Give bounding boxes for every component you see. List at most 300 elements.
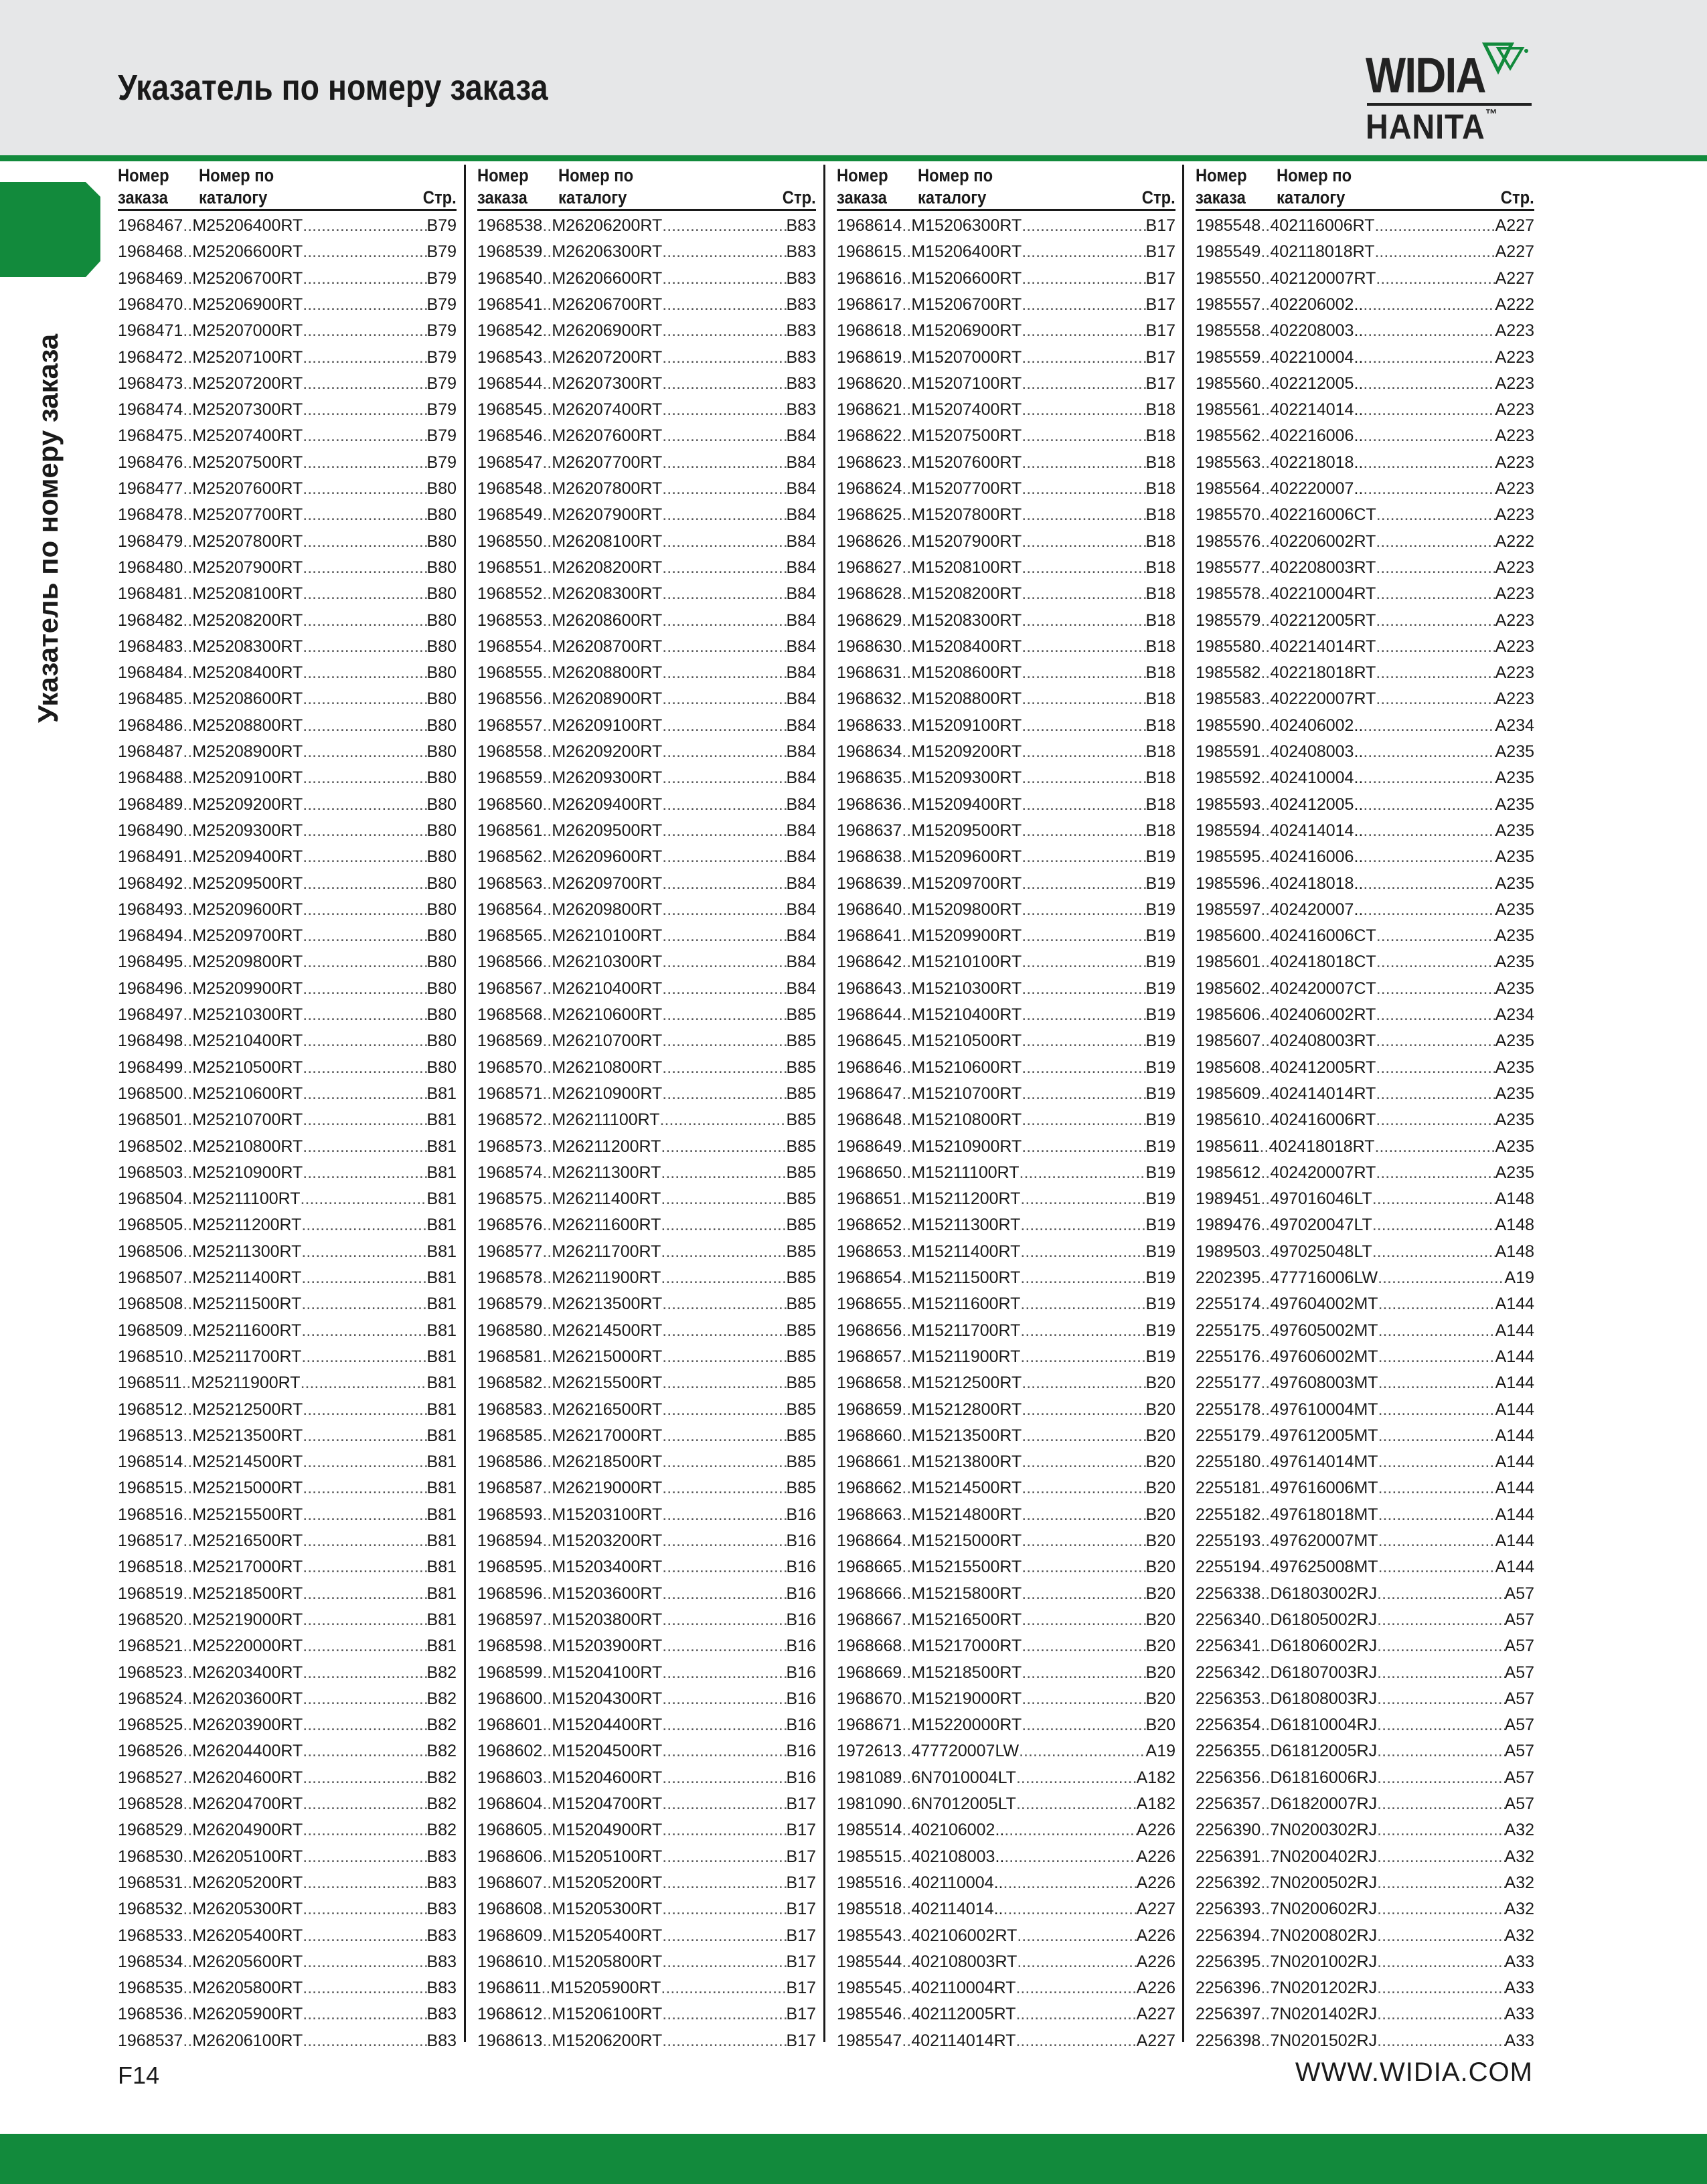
page-reference[interactable]: B20	[1145, 1479, 1175, 1498]
page-reference[interactable]: B83	[786, 321, 816, 341]
table-row	[118, 923, 457, 949]
page-reference[interactable]: B20	[1145, 1610, 1175, 1629]
page-reference[interactable]: B80	[426, 821, 457, 840]
page-reference[interactable]: B84	[786, 716, 816, 735]
page-reference[interactable]: B80	[426, 637, 457, 656]
page-reference[interactable]: A144	[1495, 1531, 1534, 1550]
catalog-number: M15204600RT	[552, 1768, 663, 1787]
page-reference[interactable]: B16	[786, 1636, 816, 1656]
page-reference[interactable]: B84	[786, 584, 816, 604]
page-reference[interactable]: B17	[1145, 295, 1175, 314]
page-reference[interactable]: B84	[786, 900, 816, 919]
page-reference[interactable]: B83	[786, 242, 816, 262]
page-reference[interactable]: A223	[1495, 505, 1534, 525]
page-reference[interactable]: A235	[1495, 1084, 1534, 1103]
page-reference[interactable]: B83	[786, 268, 816, 288]
page-reference[interactable]: B17	[786, 1926, 816, 1945]
page-reference[interactable]: A223	[1495, 558, 1534, 577]
page-reference[interactable]: B19	[1145, 1110, 1175, 1130]
page-reference[interactable]: B81	[426, 1584, 457, 1603]
page-reference[interactable]: B81	[426, 1400, 457, 1419]
page-reference[interactable]: B85	[786, 1452, 816, 1472]
page-reference[interactable]: A33	[1504, 1979, 1534, 1998]
page-reference[interactable]: A235	[1495, 1031, 1534, 1051]
page-reference[interactable]: A57	[1504, 1715, 1534, 1735]
page-reference[interactable]: B81	[426, 1110, 457, 1130]
page-reference[interactable]: A144	[1495, 1294, 1534, 1314]
page-reference[interactable]: B82	[426, 1715, 457, 1735]
page-reference[interactable]: A33	[1504, 2005, 1534, 2024]
page-reference[interactable]: A57	[1504, 1689, 1534, 1708]
page-reference[interactable]: A234	[1495, 1005, 1534, 1024]
page-reference[interactable]: A235	[1495, 1058, 1534, 1077]
page-reference[interactable]: B20	[1145, 1689, 1175, 1708]
page-reference[interactable]: B17	[786, 1873, 816, 1892]
page-reference[interactable]: A226	[1136, 1952, 1175, 1971]
page-reference[interactable]: B80	[426, 926, 457, 946]
page-reference[interactable]: B83	[426, 1952, 457, 1971]
page-reference[interactable]: B82	[426, 1742, 457, 1761]
page-reference[interactable]: B83	[426, 1847, 457, 1866]
page-reference[interactable]: A57	[1504, 1663, 1534, 1682]
page-reference[interactable]: B18	[1145, 479, 1175, 498]
page-reference[interactable]: B16	[786, 1715, 816, 1735]
page-reference[interactable]: B17	[1145, 216, 1175, 235]
page-reference[interactable]: B83	[786, 373, 816, 393]
page-reference[interactable]: B16	[786, 1742, 816, 1761]
page-reference[interactable]: B17	[1145, 373, 1175, 393]
page-reference[interactable]: A57	[1504, 1610, 1534, 1629]
table-row	[118, 686, 457, 712]
page-reference[interactable]: A235	[1495, 768, 1534, 788]
page-reference[interactable]: B81	[426, 1268, 457, 1287]
page-reference[interactable]: B85	[786, 1347, 816, 1366]
page-reference[interactable]: B83	[426, 1979, 457, 1998]
page-reference[interactable]: B83	[426, 2031, 457, 2050]
page-reference[interactable]: B80	[426, 979, 457, 998]
page-reference[interactable]: B79	[426, 400, 457, 420]
page-reference[interactable]: A19	[1145, 1742, 1175, 1761]
website-link[interactable]: WWW.WIDIA.COM	[1295, 2057, 1533, 2087]
page-reference[interactable]: B16	[786, 1689, 816, 1708]
page-reference[interactable]: A223	[1495, 584, 1534, 604]
page-reference[interactable]: B83	[426, 1873, 457, 1892]
page-reference[interactable]: A148	[1495, 1189, 1534, 1209]
page-reference[interactable]: B79	[426, 268, 457, 288]
page-reference[interactable]: B20	[1145, 1715, 1175, 1735]
page-reference[interactable]: B16	[786, 1505, 816, 1524]
page-reference[interactable]: B79	[426, 242, 457, 262]
page-reference[interactable]: A144	[1495, 1321, 1534, 1340]
page-reference[interactable]: A57	[1504, 1742, 1534, 1761]
page-reference[interactable]: B17	[786, 2031, 816, 2050]
leader-dots	[181, 1370, 191, 1396]
page-reference[interactable]: A222	[1495, 531, 1534, 551]
page-reference[interactable]: B81	[426, 1189, 457, 1209]
page-reference[interactable]: A235	[1495, 1110, 1534, 1130]
page-reference[interactable]: B19	[1145, 1215, 1175, 1235]
page-reference[interactable]: B80	[426, 1058, 457, 1077]
page-reference[interactable]: A227	[1136, 2031, 1175, 2050]
page-reference[interactable]: B85	[786, 1479, 816, 1498]
page-reference[interactable]: B84	[786, 505, 816, 525]
page-reference[interactable]: A144	[1495, 1426, 1534, 1445]
page-reference[interactable]: A223	[1495, 373, 1534, 393]
page-reference[interactable]: A223	[1495, 347, 1534, 367]
page-reference[interactable]: B84	[786, 742, 816, 761]
page-reference[interactable]: B84	[786, 558, 816, 577]
page-reference[interactable]: A226	[1136, 1926, 1175, 1945]
page-reference[interactable]: B17	[1145, 347, 1175, 367]
page-reference[interactable]: B83	[786, 216, 816, 235]
page-reference[interactable]: B18	[1145, 531, 1175, 551]
page-reference[interactable]: B84	[786, 821, 816, 840]
page-reference[interactable]: B81	[426, 1505, 457, 1524]
leader-dots	[183, 1554, 192, 1580]
page-reference[interactable]: A144	[1495, 1505, 1534, 1524]
page-reference[interactable]: B19	[1145, 926, 1175, 946]
page-reference[interactable]: B81	[426, 1163, 457, 1182]
page-reference[interactable]: B85	[786, 1215, 816, 1235]
page-reference[interactable]: B20	[1145, 1663, 1175, 1682]
page-reference[interactable]: B16	[786, 1558, 816, 1577]
page-reference[interactable]: B85	[786, 1137, 816, 1156]
page-reference[interactable]: B82	[426, 1794, 457, 1813]
page-reference[interactable]: B18	[1145, 768, 1175, 788]
page-reference[interactable]: A235	[1495, 794, 1534, 814]
table-row	[837, 581, 1175, 607]
page-reference[interactable]: B19	[1145, 847, 1175, 867]
page-reference[interactable]: B81	[426, 1294, 457, 1314]
page-reference[interactable]: B81	[426, 1558, 457, 1577]
page-reference[interactable]: B81	[426, 1452, 457, 1472]
page-reference[interactable]: B18	[1145, 794, 1175, 814]
page-reference[interactable]: A223	[1495, 479, 1534, 498]
page-reference[interactable]: B19	[1145, 900, 1175, 919]
page-reference[interactable]: A223	[1495, 610, 1534, 630]
page-reference[interactable]: B81	[426, 1610, 457, 1629]
page-reference[interactable]: B80	[426, 610, 457, 630]
page-reference[interactable]: A32	[1504, 1926, 1534, 1945]
page-reference[interactable]: A33	[1504, 1952, 1534, 1971]
page-reference[interactable]: B85	[786, 1058, 816, 1077]
order-number: 1968578	[477, 1268, 543, 1287]
page-reference[interactable]: A182	[1136, 1768, 1175, 1787]
page-reference[interactable]: B83	[426, 1926, 457, 1945]
page-reference[interactable]: B20	[1145, 1452, 1175, 1472]
page-reference[interactable]: A235	[1495, 979, 1534, 998]
page-reference[interactable]: B81	[426, 1479, 457, 1498]
page-reference[interactable]: B20	[1145, 1531, 1175, 1550]
page-reference[interactable]: B84	[786, 794, 816, 814]
page-reference[interactable]: A235	[1495, 847, 1534, 867]
page-reference[interactable]: B17	[786, 1900, 816, 1919]
page-reference[interactable]: A223	[1495, 663, 1534, 683]
page-reference[interactable]: B19	[1145, 1268, 1175, 1287]
page-reference[interactable]: B18	[1145, 742, 1175, 761]
page-reference[interactable]: B80	[426, 742, 457, 761]
page-reference[interactable]: B19	[1145, 952, 1175, 972]
page-reference[interactable]: B85	[786, 1321, 816, 1340]
page-reference[interactable]: B18	[1145, 505, 1175, 525]
page-reference[interactable]: B19	[1145, 1031, 1175, 1051]
catalog-number: M25208900RT	[192, 742, 303, 761]
page-reference[interactable]: A223	[1495, 637, 1534, 656]
page-reference[interactable]: B84	[786, 610, 816, 630]
page-reference[interactable]: A32	[1504, 1821, 1534, 1840]
page-reference[interactable]: B18	[1145, 400, 1175, 420]
page-reference[interactable]: B79	[426, 295, 457, 314]
page-reference[interactable]: B80	[426, 531, 457, 551]
page-reference[interactable]: B85	[786, 1268, 816, 1287]
page-reference[interactable]: B84	[786, 452, 816, 472]
page-reference[interactable]: B85	[786, 1163, 816, 1182]
page-reference[interactable]: B81	[426, 1215, 457, 1235]
leader-dots	[1022, 371, 1145, 397]
page-reference[interactable]: A223	[1495, 321, 1534, 341]
page-reference[interactable]: A57	[1504, 1768, 1534, 1787]
page-reference[interactable]: A144	[1495, 1479, 1534, 1498]
page-reference[interactable]: B79	[426, 373, 457, 393]
page-reference[interactable]: B83	[786, 295, 816, 314]
order-number: 1968576	[477, 1215, 543, 1235]
page-reference[interactable]: A32	[1504, 1873, 1534, 1892]
page-reference[interactable]: B85	[786, 1189, 816, 1209]
page-reference[interactable]: B84	[786, 663, 816, 683]
page-reference[interactable]: B80	[426, 768, 457, 788]
page-reference[interactable]: B16	[786, 1610, 816, 1629]
header-order-number: Номер заказа	[118, 165, 169, 207]
page-reference[interactable]: B84	[786, 979, 816, 998]
page-reference[interactable]: B16	[786, 1584, 816, 1603]
page-reference[interactable]: A144	[1495, 1400, 1534, 1419]
page-reference[interactable]: B18	[1145, 558, 1175, 577]
page-reference[interactable]: B18	[1145, 584, 1175, 604]
page-reference[interactable]: B19	[1145, 1321, 1175, 1340]
page-reference[interactable]: A226	[1136, 1847, 1175, 1866]
page-reference[interactable]: A144	[1495, 1373, 1534, 1393]
page-reference[interactable]: B20	[1145, 1558, 1175, 1577]
leader-dots	[542, 1765, 552, 1791]
page-reference[interactable]: B18	[1145, 452, 1175, 472]
page-reference[interactable]: B79	[426, 426, 457, 446]
page-reference[interactable]: B79	[426, 452, 457, 472]
page-reference[interactable]: B81	[426, 1347, 457, 1366]
page-reference[interactable]: B17	[786, 1794, 816, 1813]
page-reference[interactable]: B19	[1145, 1005, 1175, 1024]
page-reference[interactable]: B80	[426, 847, 457, 867]
catalog-number: 497618018MT	[1270, 1505, 1378, 1524]
page-reference[interactable]: B79	[426, 321, 457, 341]
page-reference[interactable]: B81	[426, 1137, 457, 1156]
page-reference[interactable]: B85	[786, 1426, 816, 1445]
page-reference[interactable]: B17	[786, 2005, 816, 2024]
page-reference[interactable]: B85	[786, 1031, 816, 1051]
page-reference[interactable]: B20	[1145, 1584, 1175, 1603]
page-reference[interactable]: B85	[786, 1373, 816, 1393]
page-reference[interactable]: A235	[1495, 952, 1534, 972]
page-reference[interactable]: A222	[1495, 295, 1534, 314]
page-reference[interactable]: A235	[1495, 926, 1534, 946]
page-reference[interactable]: B16	[786, 1663, 816, 1682]
page-reference[interactable]: B20	[1145, 1636, 1175, 1656]
page-reference[interactable]: B84	[786, 847, 816, 867]
page-reference[interactable]: B80	[426, 952, 457, 972]
page-reference[interactable]: B83	[426, 1900, 457, 1919]
page-reference[interactable]: A144	[1495, 1558, 1534, 1577]
page-reference[interactable]: A223	[1495, 689, 1534, 709]
page-reference[interactable]: A148	[1495, 1242, 1534, 1261]
page-reference[interactable]: B85	[786, 1294, 816, 1314]
page-reference[interactable]: B80	[426, 1005, 457, 1024]
page-reference[interactable]: A32	[1504, 1900, 1534, 1919]
page-reference[interactable]: B81	[426, 1373, 457, 1393]
page-reference[interactable]: B80	[426, 558, 457, 577]
page-reference[interactable]: B79	[426, 347, 457, 367]
page-reference[interactable]: B19	[1145, 1347, 1175, 1366]
page-reference[interactable]: B84	[786, 637, 816, 656]
page-reference[interactable]: B80	[426, 900, 457, 919]
page-reference[interactable]: B83	[786, 347, 816, 367]
page-reference[interactable]: B82	[426, 1689, 457, 1708]
page-reference[interactable]: A223	[1495, 452, 1534, 472]
page-reference[interactable]: B19	[1145, 873, 1175, 893]
page-reference[interactable]: B81	[426, 1426, 457, 1445]
page-reference[interactable]: B81	[426, 1531, 457, 1550]
page-reference[interactable]: A33	[1504, 2031, 1534, 2050]
logo-divider	[1367, 103, 1532, 106]
page-reference[interactable]: B18	[1145, 716, 1175, 735]
page-reference[interactable]: B19	[1145, 1242, 1175, 1261]
page-reference[interactable]: A144	[1495, 1452, 1534, 1472]
page-reference[interactable]: B84	[786, 952, 816, 972]
page-reference[interactable]: B83	[786, 400, 816, 420]
page-reference[interactable]: A226	[1136, 1979, 1175, 1998]
page-reference[interactable]: A227	[1136, 2005, 1175, 2024]
page-reference[interactable]: A148	[1495, 1215, 1534, 1235]
page-reference[interactable]: B18	[1145, 689, 1175, 709]
page-reference[interactable]: A235	[1495, 821, 1534, 840]
page-reference[interactable]: B85	[786, 1110, 816, 1130]
page-reference[interactable]: B84	[786, 689, 816, 709]
page-reference[interactable]: B18	[1145, 663, 1175, 683]
page-reference[interactable]: B19	[1145, 1084, 1175, 1103]
page-reference[interactable]: A227	[1495, 268, 1534, 288]
page-reference[interactable]: B17	[786, 1847, 816, 1866]
page-reference[interactable]: A57	[1504, 1794, 1534, 1813]
page-reference[interactable]: B80	[426, 663, 457, 683]
page-reference[interactable]: A144	[1495, 1347, 1534, 1366]
page-reference[interactable]: B81	[426, 1242, 457, 1261]
page-reference[interactable]: A235	[1495, 873, 1534, 893]
leader-dots	[662, 1686, 786, 1712]
table-row	[118, 739, 457, 765]
page-reference[interactable]: A227	[1495, 216, 1534, 235]
page-reference[interactable]: B80	[426, 794, 457, 814]
page-reference[interactable]: A235	[1495, 1137, 1534, 1156]
page-reference[interactable]: B79	[426, 216, 457, 235]
page-reference[interactable]: A235	[1495, 742, 1534, 761]
page-reference[interactable]: B20	[1145, 1505, 1175, 1524]
page-reference[interactable]: A226	[1136, 1873, 1175, 1892]
page-reference[interactable]: B84	[786, 873, 816, 893]
page-reference[interactable]: B17	[1145, 321, 1175, 341]
page-reference[interactable]: A32	[1504, 1847, 1534, 1866]
page-reference[interactable]: B84	[786, 926, 816, 946]
page-reference[interactable]: B19	[1145, 1137, 1175, 1156]
page-reference[interactable]: B81	[426, 1084, 457, 1103]
page-reference[interactable]: A182	[1136, 1794, 1175, 1813]
page-reference[interactable]: A235	[1495, 900, 1534, 919]
page-reference[interactable]: B85	[786, 1005, 816, 1024]
page-reference[interactable]: B18	[1145, 637, 1175, 656]
page-reference[interactable]: B80	[426, 479, 457, 498]
page-reference[interactable]: B20	[1145, 1373, 1175, 1393]
page-reference[interactable]: B20	[1145, 1400, 1175, 1419]
page-reference[interactable]: B82	[426, 1768, 457, 1787]
page-reference[interactable]: B17	[786, 1979, 816, 1998]
page-reference[interactable]: B19	[1145, 1189, 1175, 1209]
page-reference[interactable]: B18	[1145, 821, 1175, 840]
leader-dots	[1022, 634, 1145, 660]
page-reference[interactable]: A57	[1504, 1636, 1534, 1656]
page-reference[interactable]: B19	[1145, 1058, 1175, 1077]
page-reference[interactable]: B84	[786, 768, 816, 788]
page-reference[interactable]: A223	[1495, 426, 1534, 446]
page-reference[interactable]: A227	[1136, 1900, 1175, 1919]
page-reference[interactable]: B80	[426, 716, 457, 735]
page-reference[interactable]: B80	[426, 689, 457, 709]
page-reference[interactable]: B19	[1145, 1163, 1175, 1182]
page-reference[interactable]: A227	[1495, 242, 1534, 262]
page-reference[interactable]: B20	[1145, 1426, 1175, 1445]
page-reference[interactable]: A19	[1504, 1268, 1534, 1287]
page-reference[interactable]: B19	[1145, 1294, 1175, 1314]
page-reference[interactable]: B84	[786, 531, 816, 551]
page-reference[interactable]: B85	[786, 1400, 816, 1419]
page-reference[interactable]: B80	[426, 584, 457, 604]
page-reference[interactable]: B82	[426, 1821, 457, 1840]
leader-dots	[303, 1870, 426, 1896]
page-reference[interactable]: B16	[786, 1531, 816, 1550]
page-reference[interactable]: B16	[786, 1768, 816, 1787]
page-reference[interactable]: B17	[786, 1952, 816, 1971]
page-reference[interactable]: B19	[1145, 979, 1175, 998]
page-reference[interactable]: B84	[786, 426, 816, 446]
page-reference[interactable]: B82	[426, 1663, 457, 1682]
page-reference[interactable]: B85	[786, 1242, 816, 1261]
page-reference[interactable]: B18	[1145, 610, 1175, 630]
page-reference[interactable]: B17	[786, 1821, 816, 1840]
page-reference[interactable]: B17	[1145, 268, 1175, 288]
page-reference[interactable]: B18	[1145, 426, 1175, 446]
page-reference[interactable]: B81	[426, 1636, 457, 1656]
table-row	[477, 2001, 816, 2027]
page-reference[interactable]: B83	[426, 2005, 457, 2024]
page-reference[interactable]: A57	[1504, 1584, 1534, 1603]
page-reference[interactable]: B80	[426, 1031, 457, 1051]
page-reference[interactable]: A234	[1495, 716, 1534, 735]
page-reference[interactable]: B80	[426, 505, 457, 525]
page-reference[interactable]: A226	[1136, 1821, 1175, 1840]
page-reference[interactable]: B17	[1145, 242, 1175, 262]
page-reference[interactable]: B80	[426, 873, 457, 893]
page-reference[interactable]: B84	[786, 479, 816, 498]
page-reference[interactable]: B81	[426, 1321, 457, 1340]
page-reference[interactable]: A223	[1495, 400, 1534, 420]
page-reference[interactable]: A235	[1495, 1163, 1534, 1182]
page-reference[interactable]: B85	[786, 1084, 816, 1103]
